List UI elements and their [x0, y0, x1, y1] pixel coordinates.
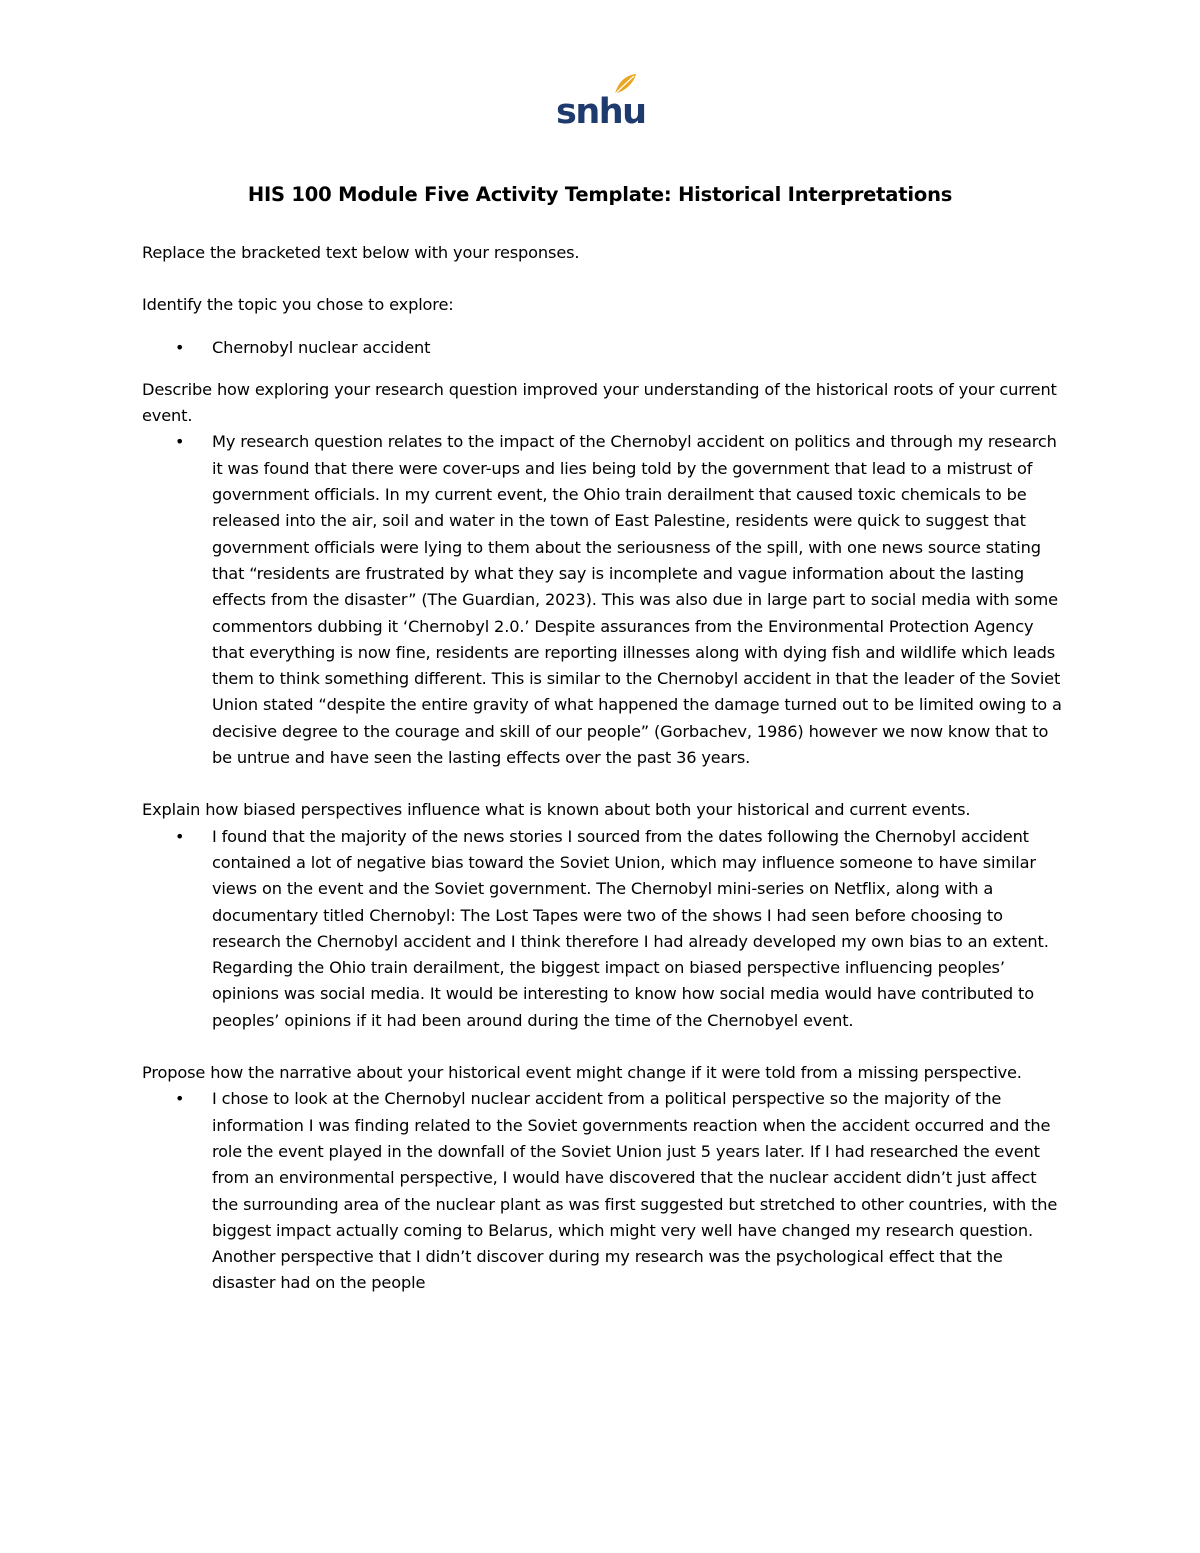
- bullet-icon: •: [175, 1089, 185, 1109]
- bullet-icon: •: [175, 432, 185, 452]
- list-item: [142, 429, 1067, 771]
- page-title: HIS 100 Module Five Activity Template: Historical Interpretations: [247, 183, 953, 206]
- document-body: [142, 240, 1067, 1297]
- section-prompt-bias: Explain how biased perspectives influence what is known about both your historical and current events.: [142, 800, 971, 820]
- list-item: [142, 1086, 1067, 1296]
- instruction-text: Replace the bracketed text below with your responses.: [142, 243, 580, 262]
- logo-wordmark: snhu: [556, 92, 646, 132]
- section-prompt-missing-perspective: Propose how the narrative about your historical event might change if it were told from a missing perspective.: [142, 1063, 1022, 1083]
- response-text: Chernobyl nuclear accident: [212, 337, 431, 357]
- response-text: I chose to look at the Chernobyl nuclear accident from a political perspective so the majority of the information I was finding related to the Soviet governments reaction when the accident occurred and the role the event played in the downfall of the Soviet Union just 5 years later. If I had researched the event from an environmental perspective, I would have discovered that the nuclear accident didn’t just affect the surrounding area of the nuclear plant as was first suggested but stretched to other countries, with the biggest impact actually coming to Belarus, which might very well have changed my research question. Another perspective that I didn’t discover during my research was the psychological effect that the disaster had on the people: [212, 1089, 1058, 1293]
- snhu-logo: [556, 72, 646, 134]
- list-item: [142, 335, 1067, 361]
- response-text: I found that the majority of the news stories I sourced from the dates following the Chernobyl accident contained a lot of negative bias toward the Soviet Union, which may influence someone to have similar views on the event and the Soviet government. The Chernobyl mini-series on Netflix, along with a documentary titled Chernobyl: The Lost Tapes were two of the shows I had seen before choosing to research the Chernobyl accident and I think therefore I had already developed my own bias to an extent. Regarding the Ohio train derailment, the biggest impact on biased perspective influencing peoples’ opinions was social media. It would be interesting to know how social media would have contributed to peoples’ opinions if it had been around during the time of the Chernobyel event.: [212, 826, 1049, 1030]
- list-item: [142, 824, 1067, 1034]
- response-text: My research question relates to the impact of the Chernobyl accident on politics and through my research it was found that there were cover-ups and lies being told by the government that lead to a mistrust of government officials. In my current event, the Ohio train derailment that caused toxic chemicals to be released into the air, soil and water in the town of East Palestine, residents were quick to suggest that government officials were lying to them about the seriousness of the spill, with one news source stating that “residents are frustrated by what they say is incomplete and vague information about the lasting effects from the disaster” (The Guardian, 2023). This was also due in large part to social media with some commentors dubbing it ‘Chernobyl 2.0.’ Despite assurances from the Environmental Protection Agency that everything is now fine, residents are reporting illnesses along with dying fish and wildlife which leads them to think something different. This is similar to the Chernobyl accident in that the leader of the Soviet Union stated “despite the entire gravity of what happened the damage turned out to be limited owing to a decisive degree to the courage and skill of our people” (Gorbachev, 1986) however we now know that to be untrue and have seen the lasting effects over the past 36 years.: [212, 432, 1062, 768]
- bullet-icon: •: [175, 337, 185, 357]
- section-prompt-topic: Identify the topic you chose to explore:: [142, 295, 454, 315]
- bullet-icon: •: [175, 826, 185, 846]
- section-prompt-roots: Describe how exploring your research question improved your understanding of the historical roots of your current event.: [142, 379, 1057, 426]
